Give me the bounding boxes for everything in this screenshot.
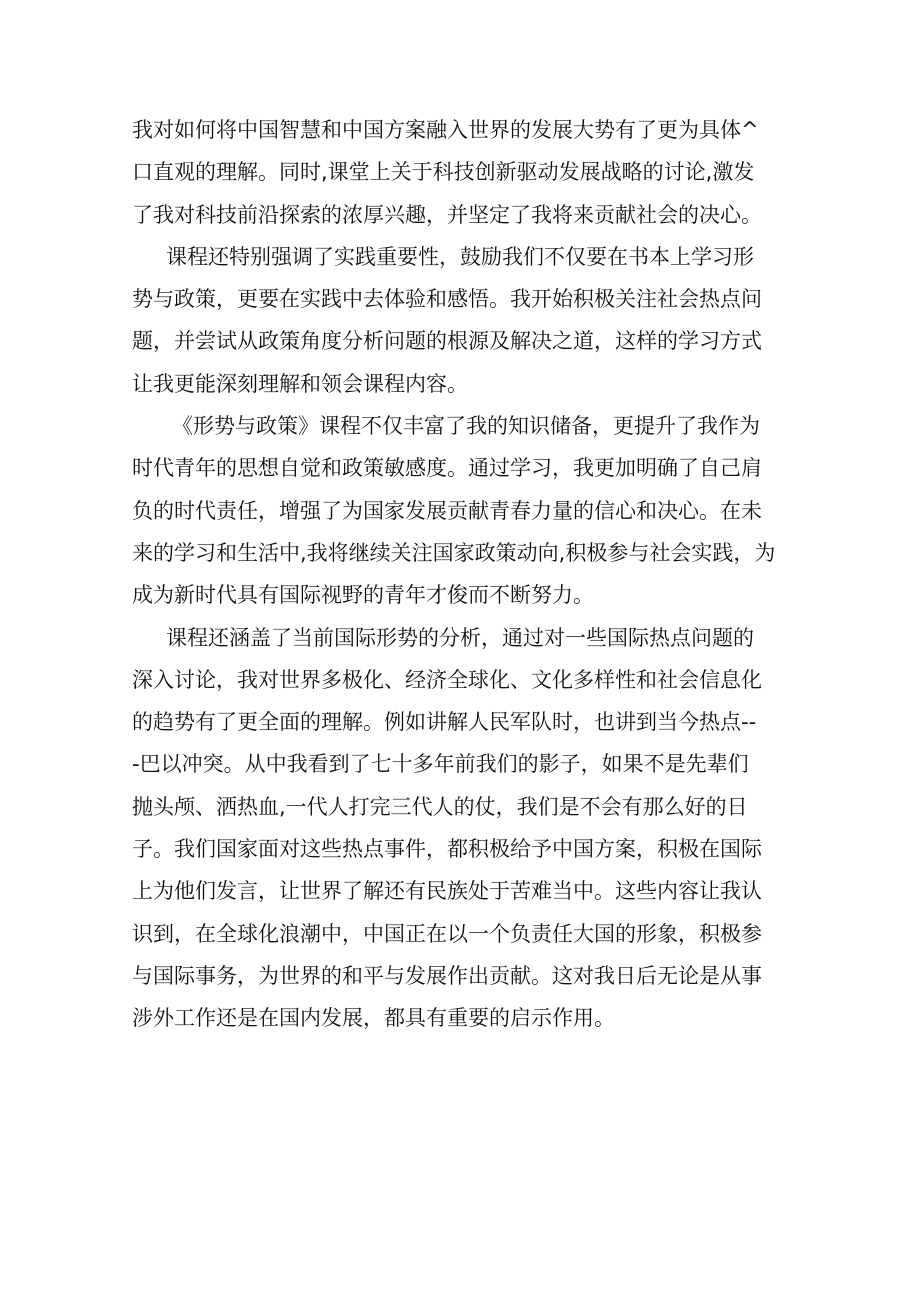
paragraph-line: 课程还特别强调了实践重要性，鼓励我们不仅要在书本上学习形: [166, 244, 754, 269]
paragraph-line: 涉外工作还是在国内发展，都具有重要的启示作用。: [132, 1006, 615, 1031]
paragraph-line: 子。我们国家面对这些热点事件，都积极给予中国方案，积极在国际: [132, 837, 762, 862]
paragraph-line: 课程还涵盖了当前国际形势的分析，通过对一些国际热点问题的: [166, 625, 754, 650]
paragraph-line: 了我对科技前沿探索的浓厚兴趣，并坚定了我将来贡献社会的决心。: [132, 202, 762, 227]
paragraph-line: 让我更能深刻理解和领会课程内容。: [132, 371, 468, 396]
paragraph-line: 我对如何将中国智慧和中国方案融入世界的发展大势有了更为具体^: [132, 118, 759, 142]
paragraph-line: 负的时代责任，增强了为国家发展贡献青春力量的信心和决心。在未: [132, 498, 762, 523]
paragraph-line: 识到，在全球化浪潮中，中国正在以一个负责任大国的形象，积极参: [132, 921, 762, 946]
paragraph-line: 抛头颅、洒热血,一代人打完三代人的仗，我们是不会有那么好的日: [132, 794, 748, 819]
paragraph-line: 与国际事务，为世界的和平与发展作出贡献。这对我日后无论是从事: [132, 963, 762, 988]
paragraph-line: 时代青年的思想自觉和政策敏感度。通过学习，我更加明确了自己肩: [132, 456, 762, 481]
paragraph-line: 《形势与政策》课程不仅丰富了我的知识储备，更提升了我作为: [172, 414, 760, 439]
paragraph-line: 上为他们发言，让世界了解还有民族处于苦难当中。这些内容让我认: [132, 879, 762, 904]
paragraph-1: [132, 109, 792, 236]
paragraph-line: -巴以冲突。从中我看到了七十多年前我们的影子，如果不是先辈们: [132, 752, 749, 777]
paragraph-line: 题，并尝试从政策角度分析问题的根源及解决之道，这样的学习方式: [132, 329, 762, 354]
paragraph-line: 的趋势有了更全面的理解。例如讲解人民军队时，也讲到当今热点--: [132, 710, 757, 735]
paragraph-line: 深入讨论，我对世界多极化、经济全球化、文化多样性和社会信息化: [132, 667, 762, 692]
paragraph-3: [132, 405, 792, 616]
paragraph-line: 口直观的理解。同时,课堂上关于科技创新驱动发展战略的讨论,激发: [132, 160, 755, 185]
paragraph-line: 来的学习和生活中,我将继续关注国家政策动向,积极参与社会实践，为: [132, 540, 776, 565]
paragraph-line: 势与政策，更要在实践中去体验和感悟。我开始积极关注社会热点问: [132, 287, 762, 312]
paragraph-2: [132, 236, 792, 405]
paragraph-4: [132, 617, 792, 1040]
paragraph-line: 成为新时代具有国际视野的青年才俊而不断努力。: [132, 583, 594, 608]
document-body: [132, 109, 792, 1040]
